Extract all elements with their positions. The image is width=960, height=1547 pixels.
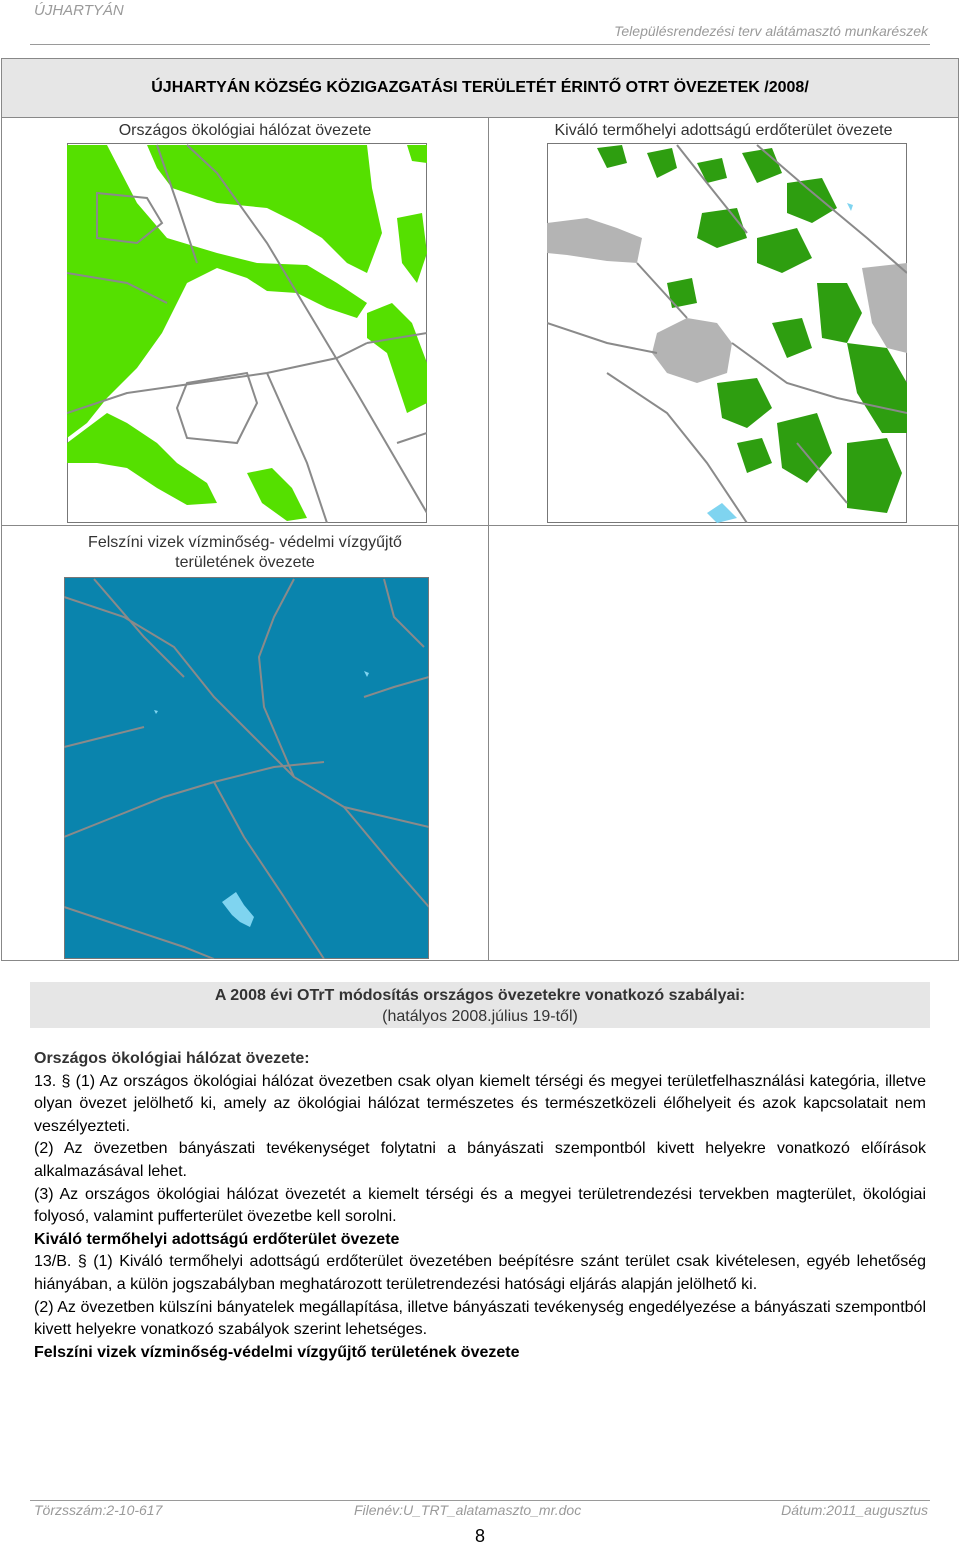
footer-filename: Filenév:U_TRT_alatamaszto_mr.doc xyxy=(354,1502,582,1518)
rules-subheading: (hatályos 2008.július 19-től) xyxy=(382,1008,578,1025)
header-municipality: ÚJHARTYÁN xyxy=(34,2,124,19)
footer-registry-number: Törzsszám:2-10-617 xyxy=(34,1502,163,1518)
regulation-text xyxy=(34,1048,926,1364)
forest-map xyxy=(547,143,907,523)
section-title-surface-water: Felszíni vizek vízminőség-védelmi vízgyűjtő területének övezete xyxy=(34,1343,520,1361)
rules-heading: A 2008 évi OTrT módosítás országos övezetekre vonatkozó szabályai: xyxy=(214,987,746,1004)
surface-water-map xyxy=(64,577,429,959)
ecological-network-map xyxy=(67,143,427,523)
table-row-divider xyxy=(2,525,958,526)
footer-date: Dátum:2011_augusztus xyxy=(781,1502,928,1518)
paragraph-13-1: 13. § (1) Az országos ökológiai hálózat övezetben csak olyan kiemelt térségi és megyei területfelhasználási kategória, illetve olyan övezet jelölhető ki, amely az ökológiai hálózat természetes és természetközeli élőhelyeit és azok kapcsolatait nem veszélyezteti. xyxy=(34,1072,926,1135)
footer-rule xyxy=(30,1500,930,1501)
cell-label-surface-water xyxy=(2,533,488,573)
table-column-divider xyxy=(488,117,489,960)
rules-banner xyxy=(30,982,930,1028)
paragraph-13-2: (2) Az övezetben bányászati tevékenységet folytatni a bányászati szempontból kivett helyekre vonatkozó előírások alkalmazásával lehet. xyxy=(34,1140,926,1180)
page-number: 8 xyxy=(474,1526,485,1546)
paragraph-13-3: (3) Az országos ökológiai hálózat övezetét a kiemelt térségi és a megyei területrendezési tervekben magterület, ökológiai folyosó, valamint pufferterület övezetbe kell sorolni. xyxy=(34,1185,926,1226)
table-title: ÚJHARTYÁN KÖZSÉG KÖZIGAZGATÁSI TERÜLETÉT ÉRINTŐ OTRT ÖVEZETEK /2008/ xyxy=(2,59,958,118)
header-rule xyxy=(30,44,930,45)
cell-label-surface-water-line2: területének övezete xyxy=(175,554,315,571)
paragraph-13b-1: 13/B. § (1) Kiváló termőhelyi adottságú erdőterület övezetében beépítésre szánt terület csak kivételesen, egyéb lehetőség hiányában, a külön jogszabályban meghatározott területrendezési hatósági eljárás alapján jelölhető ki. xyxy=(34,1253,926,1293)
section-title-ecological: Országos ökológiai hálózat övezete: xyxy=(34,1050,310,1067)
paragraph-13b-2: (2) Az övezetben külszíni bányatelek megállapítása, illetve bányászati tevékenység engedélyezése a bányászati szempontból kivett helyekre vonatkozó szabályok szerint lehetséges. xyxy=(34,1298,926,1339)
cell-label-ecological: Országos ökológiai hálózat övezete xyxy=(118,122,372,139)
header-document-type: Településrendezési terv alátámasztó munkarészek xyxy=(614,23,928,39)
cell-label-surface-water-line1: Felszíni vizek vízminőség- védelmi vízgyűjtő xyxy=(88,534,402,551)
section-title-forest: Kiváló termőhelyi adottságú erdőterület övezete xyxy=(34,1230,400,1248)
zones-table xyxy=(1,58,959,961)
cell-label-forest: Kiváló termőhelyi adottságú erdőterület övezete xyxy=(554,122,893,139)
